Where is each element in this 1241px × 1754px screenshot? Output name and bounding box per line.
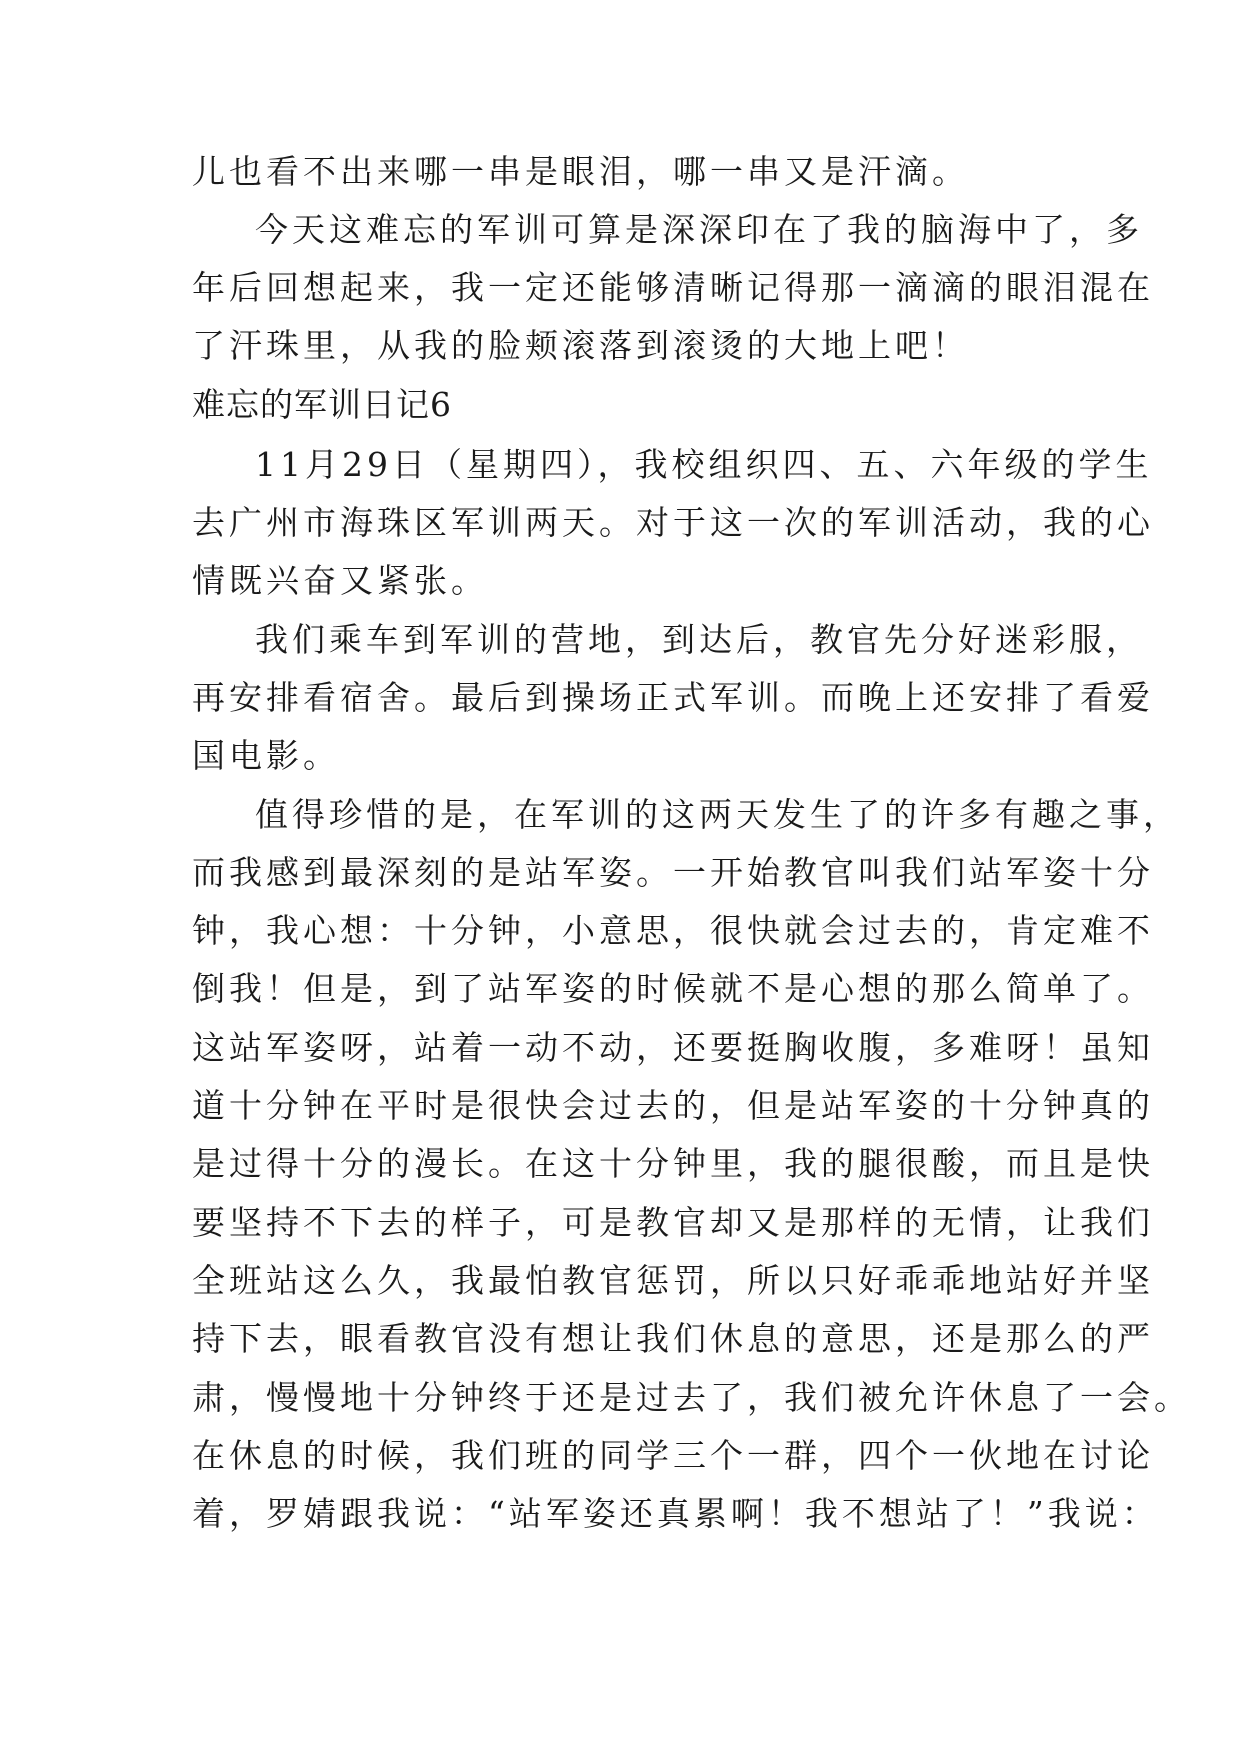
- text-line: 要坚持不下去的样子，可是教官却又是那样的无情，让我们: [192, 1203, 1154, 1242]
- text-line: 儿也看不出来哪一串是眼泪，哪一串又是汗滴。: [192, 152, 969, 191]
- text-line: 持下去，眼看教官没有想让我们休息的意思，还是那么的严: [192, 1319, 1154, 1358]
- text-line: 钟，我心想：十分钟，小意思，很快就会过去的，肯定难不: [192, 911, 1154, 950]
- text-line: 这站军姿呀，站着一动不动，还要挺胸收腹，多难呀！虽知: [192, 1028, 1154, 1067]
- text-line: 肃，慢慢地十分钟终于还是过去了，我们被允许休息了一会。: [192, 1378, 1191, 1417]
- paragraph-first-line: 值得珍惜的是，在军训的这两天发生了的许多有趣之事，: [255, 795, 1180, 834]
- section-heading: 难忘的军训日记6: [192, 385, 452, 424]
- text-line: 再安排看宿舍。最后到操场正式军训。而晚上还安排了看爱: [192, 678, 1154, 717]
- text-line: 道十分钟在平时是很快会过去的，但是站军姿的十分钟真的: [192, 1086, 1154, 1125]
- text-line: 在休息的时候，我们班的同学三个一群，四个一伙地在讨论: [192, 1436, 1154, 1475]
- text-line: 国电影。: [192, 736, 340, 775]
- text-line: 情既兴奋又紧张。: [192, 561, 488, 600]
- text-line: 倒我！但是，到了站军姿的时候就不是心想的那么简单了。: [192, 969, 1154, 1008]
- text-line: 而我感到最深刻的是站军姿。一开始教官叫我们站军姿十分: [192, 853, 1154, 892]
- paragraph-first-line: 今天这难忘的军训可算是深深印在了我的脑海中了，多: [255, 210, 1143, 249]
- text-line: 了汗珠里，从我的脸颊滚落到滚烫的大地上吧！: [192, 326, 969, 365]
- paragraph-first-line: 我们乘车到军训的营地，到达后，教官先分好迷彩服，: [255, 620, 1143, 659]
- text-line: 全班站这么久，我最怕教官惩罚，所以只好乖乖地站好并坚: [192, 1261, 1154, 1300]
- text-line: 年后回想起来，我一定还能够清晰记得那一滴滴的眼泪混在: [192, 268, 1154, 307]
- text-line: 是过得十分的漫长。在这十分钟里，我的腿很酸，而且是快: [192, 1144, 1154, 1183]
- paragraph-first-line: 11月29日（星期四），我校组织四、五、六年级的学生: [255, 445, 1153, 484]
- text-line: 着，罗婧跟我说：“站军姿还真累啊！我不想站了！”我说：: [192, 1494, 1159, 1533]
- text-line: 去广州市海珠区军训两天。对于这一次的军训活动，我的心: [192, 503, 1154, 542]
